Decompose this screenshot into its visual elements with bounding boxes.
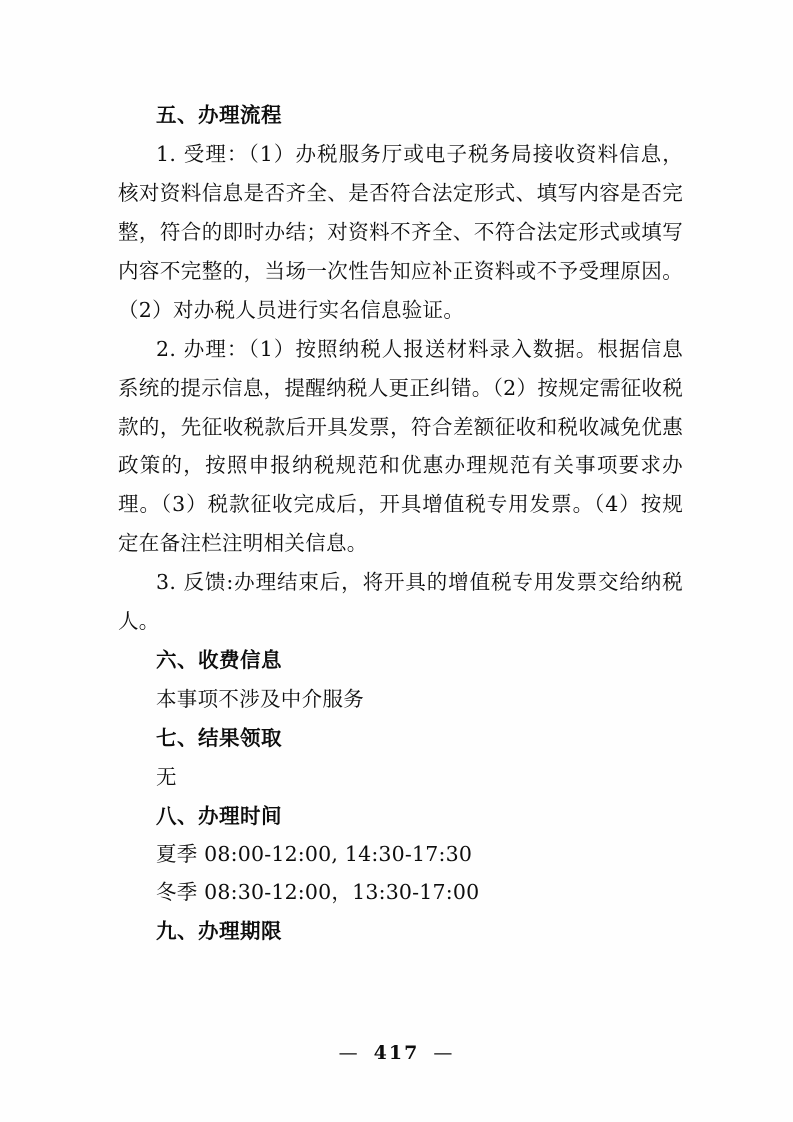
winter-hours-line: 冬季 08:30-12:00，13:30-17:00 (156, 879, 480, 904)
section-five-paragraph-3: 3. 反馈:办理结束后，将开具的增值税专用发票交给纳税人。 (118, 570, 683, 634)
page-footer (0, 1042, 793, 1064)
page-number: 417 (373, 1042, 420, 1064)
section-five-paragraph-2: 2. 办理：（1）按照纳税人报送材料录入数据。根据信息系统的提示信息，提醒纳税人更正纠错。（2）按规定需征收税款的，先征收税款后开具发票，符合差额征收和税收减免优惠政策的，按照申报纳税规范和优惠办理规范有关事项要求办理。（3）税款征收完成后，开具增值税专用发票。（4）按规定在备注栏注明相关信息。 (118, 336, 683, 556)
section-six-paragraph-1: 本事项不涉及中介服务 (156, 687, 364, 712)
section-seven-paragraph-1: 无 (156, 764, 177, 789)
section-heading-five: 五、办理流程 (156, 103, 282, 127)
summer-hours-line: 夏季 08:00-12:00, 14:30-17:30 (156, 841, 473, 866)
footer-left-dash: — (338, 1042, 360, 1064)
section-heading-six: 六、收费信息 (156, 648, 282, 673)
document-body (118, 96, 683, 951)
section-heading-nine: 九、办理期限 (156, 918, 282, 943)
section-five-paragraph-1: 1. 受理：（1）办税服务厅或电子税务局接收资料信息，核对资料信息是否齐全、是否符合法定形式、填写内容是否完整，符合的即时办结；对资料不齐全、不符合法定形式或填写内容不完整的，当场一次性告知应补正资料或不予受理原因。（2）对办税人员进行实名信息验证。 (118, 141, 683, 322)
section-heading-seven: 七、结果领取 (156, 726, 282, 750)
footer-right-dash: — (433, 1042, 455, 1064)
section-heading-eight: 八、办理时间 (156, 803, 282, 828)
